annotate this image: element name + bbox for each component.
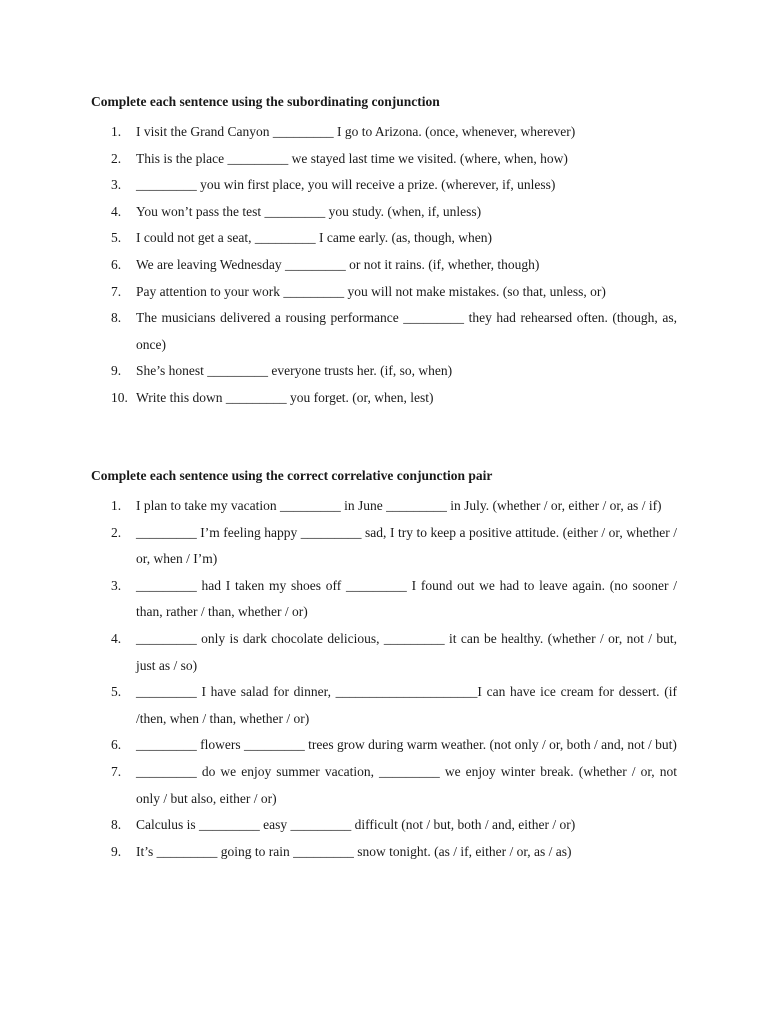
subordinating-conjunction-section: [91, 93, 677, 412]
item-text: Pay attention to your work _________ you will not make mistakes. (so that, unless, or): [136, 283, 606, 299]
item-text: _________ had I taken my shoes off _________ I found out we had to leave again. (no sooner / than, rather / than, whether / or): [136, 577, 677, 620]
list-item: [91, 305, 677, 358]
item-text: I plan to take my vacation _________ in June _________ in July. (whether / or, either / or, as / if): [136, 498, 662, 513]
item-number: 7.: [111, 763, 122, 779]
item-number: 6.: [111, 256, 122, 272]
item-text: It’s _________ going to rain _________ snow tonight. (as / if, either / or, as / as): [136, 843, 572, 859]
list-item: [91, 172, 677, 199]
list-item: [91, 732, 677, 759]
list-item: [91, 493, 677, 520]
list-item: [91, 626, 677, 679]
item-text: You won’t pass the test _________ you study. (when, if, unless): [136, 203, 482, 219]
list-item: [91, 252, 677, 279]
item-text: We are leaving Wednesday _________ or not it rains. (if, whether, though): [136, 256, 540, 272]
item-text: _________ I’m feeling happy _________ sad, I try to keep a positive attitude. (either / or, whether / or, when / I’m): [136, 524, 677, 567]
item-number: 8.: [111, 310, 122, 326]
item-text: The musicians delivered a rousing performance _________ they had rehearsed often. (though, as, once): [136, 310, 677, 352]
item-text: I could not get a seat, _________ I came early. (as, though, when): [136, 230, 493, 246]
item-text: Write this down _________ you forget. (or, when, lest): [136, 389, 434, 405]
item-number: 5.: [111, 230, 122, 246]
item-number: 9.: [111, 363, 122, 379]
item-number: 1.: [111, 124, 122, 139]
item-number: 3.: [111, 577, 122, 593]
item-text: I visit the Grand Canyon _________ I go to Arizona. (once, whenever, wherever): [136, 124, 576, 139]
exercise-list: [91, 119, 677, 412]
item-number: 4.: [111, 630, 122, 646]
list-item: [91, 225, 677, 252]
item-text: _________ do we enjoy summer vacation, _________ we enjoy winter break. (whether / or, not only / but also, either / or): [136, 763, 677, 806]
list-item: [91, 358, 677, 385]
list-item: [91, 279, 677, 306]
list-item: [91, 839, 677, 866]
list-item: [91, 385, 677, 412]
item-number: 6.: [111, 737, 122, 753]
list-item: [91, 759, 677, 812]
item-number: 7.: [111, 283, 122, 299]
item-number: 10.: [111, 389, 128, 405]
list-item: [91, 679, 677, 732]
section-heading: Complete each sentence using the correct correlative conjunction pair: [91, 468, 493, 483]
list-item: [91, 119, 677, 146]
exercise-list: [91, 493, 677, 865]
item-number: 9.: [111, 843, 122, 859]
item-number: 3.: [111, 177, 122, 193]
list-item: [91, 573, 677, 626]
item-number: 8.: [111, 817, 122, 833]
item-text: _________ only is dark chocolate delicious, _________ it can be healthy. (whether / or, not / but, just as / so): [136, 630, 677, 673]
item-number: 2.: [111, 150, 122, 166]
item-text: _________ I have salad for dinner, _____________________I can have ice cream for dessert. (if /then, when / than, whether / or): [136, 684, 677, 726]
item-text: She’s honest _________ everyone trusts her. (if, so, when): [136, 363, 453, 379]
item-text: Calculus is _________ easy _________ difficult (not / but, both / and, either / or): [136, 817, 576, 833]
correlative-conjunction-section: [91, 467, 677, 865]
item-number: 1.: [111, 498, 122, 513]
item-text: _________ you win first place, you will receive a prize. (wherever, if, unless): [136, 177, 556, 193]
item-number: 2.: [111, 524, 122, 540]
list-item: [91, 812, 677, 839]
item-number: 5.: [111, 684, 122, 700]
item-text: _________ flowers _________ trees grow during warm weather. (not only / or, both / and, not / but): [136, 737, 677, 753]
item-number: 4.: [111, 203, 122, 219]
list-item: [91, 199, 677, 226]
list-item: [91, 520, 677, 573]
section-heading: Complete each sentence using the subordinating conjunction: [91, 94, 440, 109]
item-text: This is the place _________ we stayed last time we visited. (where, when, how): [136, 150, 568, 166]
list-item: [91, 146, 677, 173]
